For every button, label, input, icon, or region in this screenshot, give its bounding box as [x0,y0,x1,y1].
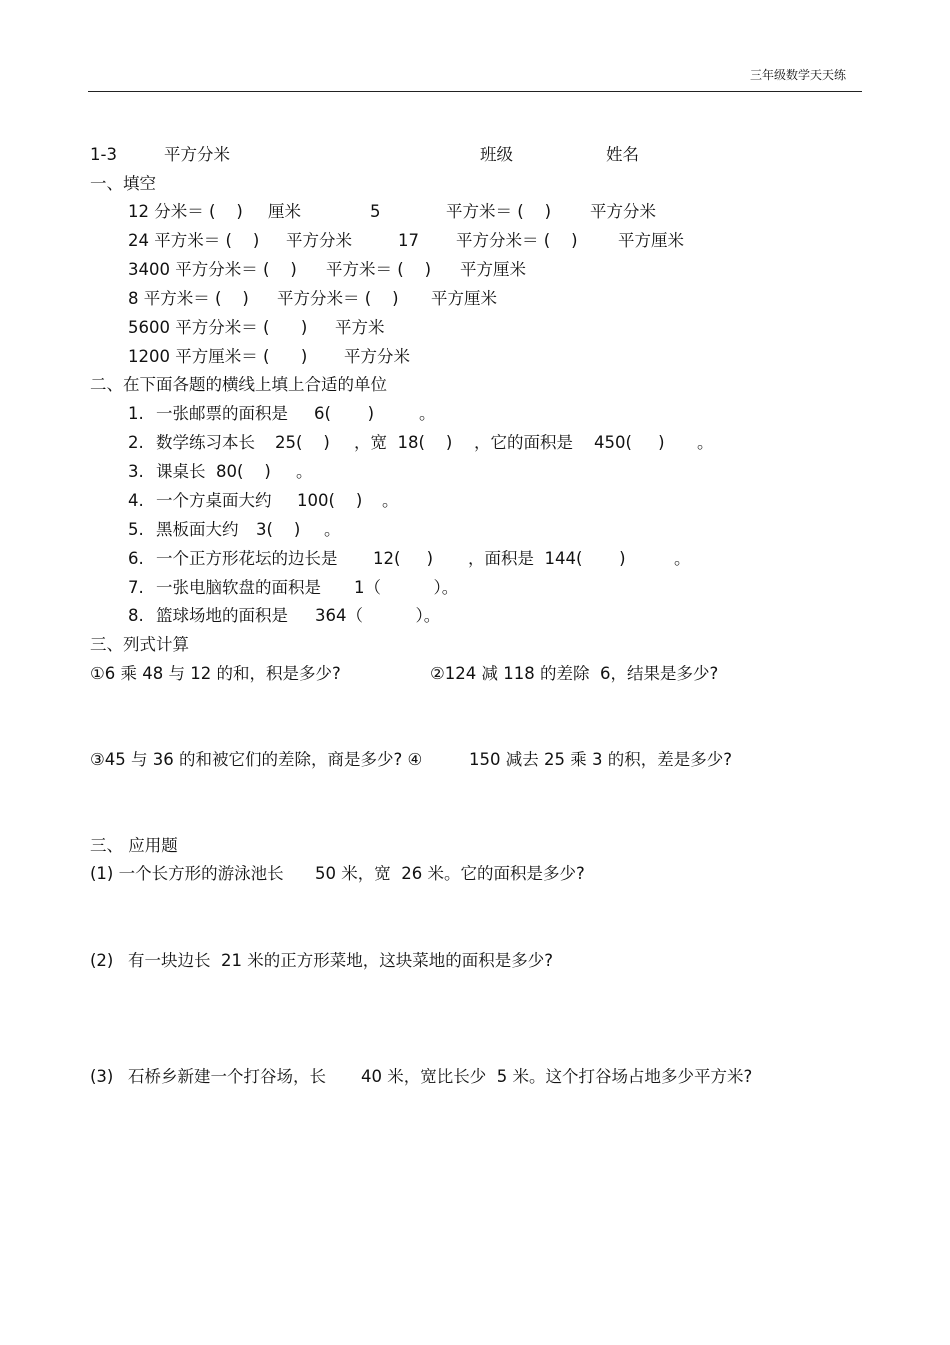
item-seg: ，宽 18( ) [354,433,453,452]
fill-seg: 平方米＝ ( ) [326,260,432,279]
word-problem [90,864,585,924]
section2-heading: 二、在下面各题的横线上填上合适的单位 [90,375,387,394]
fill-seg: 平方厘米 [460,260,526,279]
item-seg: 450( ) [594,433,665,452]
fill-seg: 平方分米 [590,202,656,221]
header-title: 三年级数学天天练 [749,68,846,82]
item-seg: ，它的面积是 [474,433,573,452]
problem-seg: (1) 一个长方形的游泳池长 [90,864,284,883]
item-seg: 364（ ）。 [315,606,441,625]
item-seg: 一个正方形花坛的边长是 [156,549,338,568]
problem-seg: 石桥乡新建一个打谷场，长 [128,1067,326,1086]
item-seg: 。 [697,433,714,452]
fill-seg: 1200 平方厘米＝ ( ) [128,347,308,366]
fill-seg: 平方分米 [344,347,410,366]
class-label: 班级 [480,145,513,164]
item-seg: 3( ) [256,520,301,539]
fill-seg: 24 平方米＝ ( ) [128,231,260,250]
item-number: 4. [128,491,144,510]
word-problem [90,1067,753,1147]
section4-heading: 三、 应用题 [90,836,178,855]
calc-question: 150 减去 25 乘 3 的积，差是多少? [469,750,732,769]
item-seg: 篮球场地的面积是 [156,606,288,625]
header-rule [88,91,862,92]
fill-seg: 平方分米＝ ( ) [277,289,399,308]
section3-heading: 三、列式计算 [90,635,189,654]
calc-question: ②124 减 118 的差除 6，结果是多少? [430,664,719,683]
word-problem [90,951,553,1011]
item-seg: 一张邮票的面积是 [156,404,288,423]
problem-number: (3) [90,1067,114,1086]
fill-seg: 平方分米＝ ( ) [456,231,578,250]
item-seg: ，面积是 144( ) [468,549,626,568]
item-seg: 。 [674,549,691,568]
item-seg: 12( ) [373,549,434,568]
fill-seg: 平方分米 [286,231,352,250]
item-seg: 。 [419,404,436,423]
fill-seg: 5600 平方分米＝ ( ) [128,318,308,337]
item-seg: 1（ ）。 [354,578,459,597]
item-seg: 一个方桌面大约 [156,491,272,510]
fill-seg: 17 [398,231,419,250]
fill-seg: 平方厘米 [618,231,684,250]
fill-seg: 3400 平方分米＝ ( ) [128,260,297,279]
fill-seg: 8 平方米＝ ( ) [128,289,249,308]
item-number: 2. [128,433,144,452]
calc-question: ①6 乘 48 与 12 的和，积是多少? [90,664,341,683]
item-number: 6. [128,549,144,568]
fill-seg: 平方米 [335,318,385,337]
calc-question: ③45 与 36 的和被它们的差除，商是多少? ④ [90,750,423,769]
problem-seg: 40 米，宽比长少 5 米。这个打谷场占地多少平方米? [361,1067,753,1086]
name-label: 姓名 [606,145,639,164]
item-seg: 。 [296,462,313,481]
item-seg: 一张电脑软盘的面积是 [156,578,321,597]
fill-seg: 5 [370,202,381,221]
item-seg: 6( ) [314,404,375,423]
fill-seg: 12 分米＝ ( ) [128,202,243,221]
item-number: 1. [128,404,144,423]
problem-seg: 有一块边长 21 米的正方形菜地，这块菜地的面积是多少? [128,951,553,970]
item-number: 3. [128,462,144,481]
section1-heading: 一、填空 [90,174,156,193]
item-seg: 100( ) [297,491,363,510]
fill-seg: 平方米＝ ( ) [446,202,552,221]
item-seg: 黑板面大约 [156,520,239,539]
lesson-code: 1-3 [90,145,117,164]
fill-seg: 厘米 [268,202,301,221]
item-seg: 25( ) [275,433,330,452]
item-number: 7. [128,578,144,597]
problem-number: (2) [90,951,114,970]
item-seg: 。 [382,491,399,510]
fill-seg: 平方厘米 [431,289,497,308]
problem-seg: 50 米，宽 26 米。它的面积是多少? [315,864,585,883]
item-number: 5. [128,520,144,539]
item-seg: 。 [324,520,341,539]
item-number: 8. [128,606,144,625]
item-seg: 数学练习本长 [156,433,255,452]
lesson-topic: 平方分米 [164,145,230,164]
item-seg: 课桌长 80( ) [156,462,271,481]
